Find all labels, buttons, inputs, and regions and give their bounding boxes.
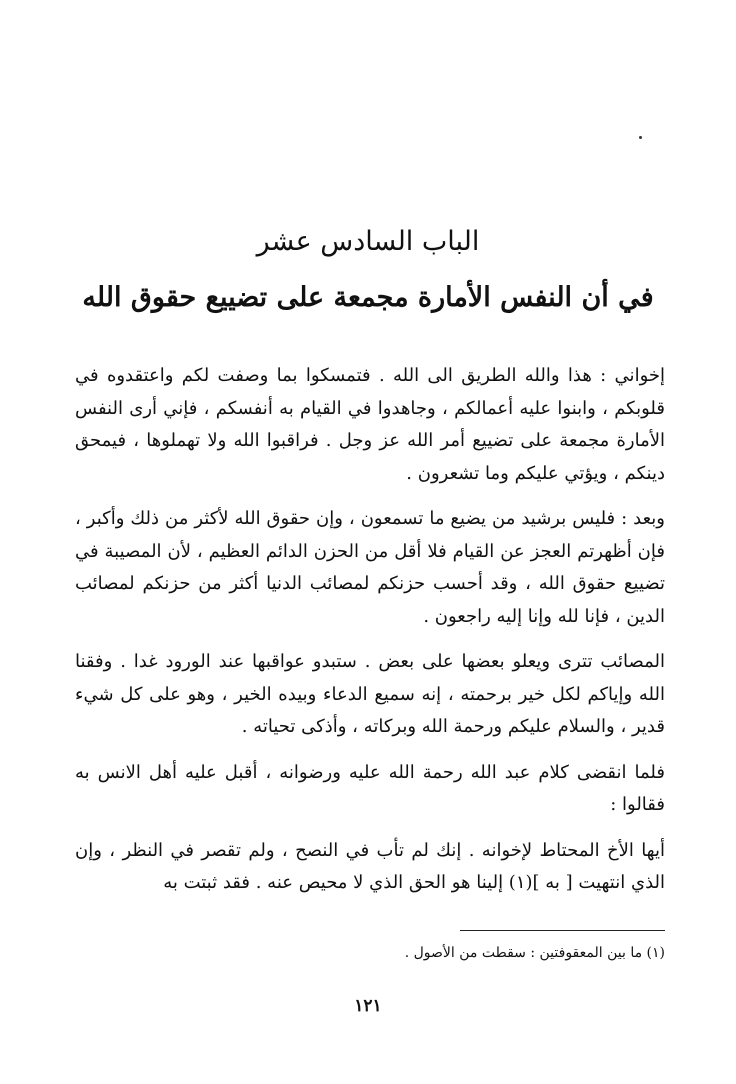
chapter-title: الباب السادس عشر bbox=[256, 226, 480, 257]
paragraph-3: المصائب تترى ويعلو بعضها على بعض . ستبدو عواقبها عند الورود غدا . وفقنا الله وإياكم لكل خير برحمته ، إنه سميع الدعاء وبيده الخير ، وهو على كل شيء قدير ، والسلام عليكم ورحمة الله وبركاته ، وأذكى تحياته . bbox=[75, 651, 665, 737]
footnote: (١) ما بين المعقوفتين : سقطت من الأصول . bbox=[404, 945, 665, 961]
ink-speck bbox=[639, 136, 642, 139]
paragraph-2: وبعد : فليس برشيد من يضيع ما تسمعون ، وإن حقوق الله لأكثر من ذلك وأكبر ، فإن أظهرتم العجز عن القيام فلا أقل من الحزن الدائم العظيم ، لأن المصيبة في تضييع حقوق الله ، وقد أحسب حزنكم لمصائب الدنيا أكثر من حزنكم لمصائب الدين ، فإنا لله وإنا إليه راجعون . bbox=[75, 508, 665, 627]
paragraph-5: أيها الأخ المحتاط لإخوانه . إنك لم تأب في النصح ، ولم تقصر في النظر ، وإن الذي انتهيت [ به ](١) إلينا هو الحق الذي لا محيص عنه . فقد ثبتت به bbox=[75, 839, 665, 893]
chapter-subtitle: في أن النفس الأمارة مجمعة على تضييع حقوق الله bbox=[82, 282, 654, 313]
footnote-separator bbox=[460, 930, 665, 931]
paragraph-4: فلما انقضى كلام عبد الله رحمة الله عليه ورضوانه ، أقبل عليه أهل الانس به فقالوا : bbox=[75, 761, 665, 815]
paragraph-1: إخواني : هذا والله الطريق الى الله . فتمسكوا بما وصفت لكم واعتقدوه في قلوبكم ، وابنوا عليه أعمالكم ، وجاهدوا في القيام به أنفسكم ، فإني أرى النفس الأمارة مجمعة على تضييع أمر الله عز وجل . فراقبوا الله ولا تهملوها ، فيمحق دينكم ، ويؤتي عليكم وما تشعرون . bbox=[75, 365, 665, 484]
body-text bbox=[75, 360, 665, 913]
page-number: ١٢١ bbox=[354, 996, 382, 1016]
